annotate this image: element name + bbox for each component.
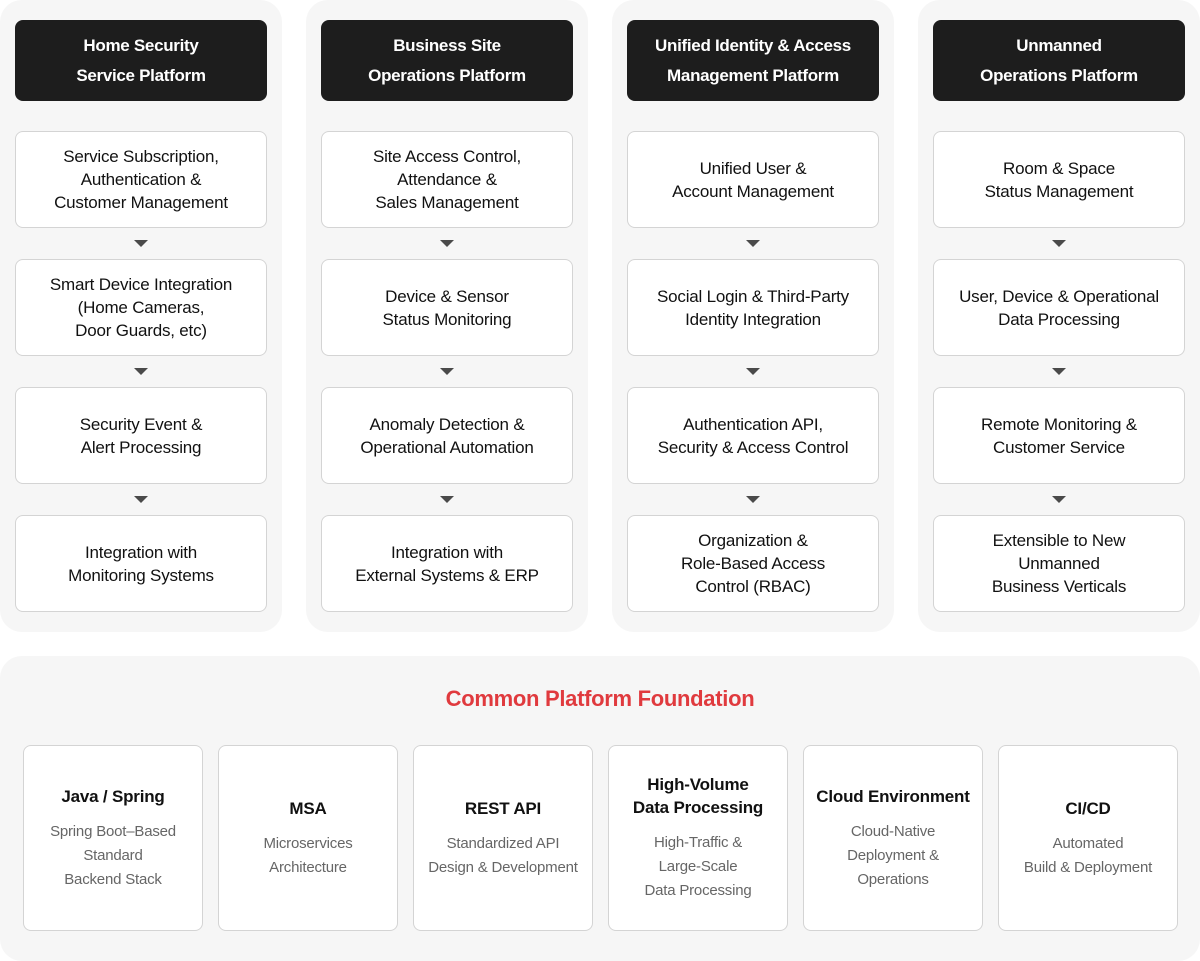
arrow-down-icon bbox=[134, 368, 148, 375]
platform-title: Home Security Service Platform bbox=[76, 35, 206, 85]
card-title: High-Volume Data Processing bbox=[632, 775, 764, 817]
step-label: Authentication API, Security & Access Control bbox=[657, 414, 849, 457]
step-label: User, Device & Operational Data Processing bbox=[959, 286, 1159, 329]
arrow-down-icon bbox=[440, 240, 454, 247]
platform-step bbox=[15, 131, 267, 228]
platform-step bbox=[321, 515, 573, 612]
step-label: Extensible to New Unmanned Business Verticals bbox=[991, 531, 1127, 596]
step-label: Device & Sensor Status Monitoring bbox=[382, 286, 512, 329]
step-label: Organization & Role-Based Access Control (RBAC) bbox=[680, 531, 825, 596]
platform-header bbox=[321, 20, 573, 101]
platform-header bbox=[15, 20, 267, 101]
arrow-down-icon bbox=[1052, 496, 1066, 503]
card-desc: Cloud-Native Deployment & Operations bbox=[847, 822, 939, 888]
arrow-down-icon bbox=[440, 496, 454, 503]
platform-step bbox=[933, 131, 1185, 228]
step-label: Remote Monitoring & Customer Service bbox=[981, 414, 1137, 457]
step-label: Integration with Monitoring Systems bbox=[68, 542, 214, 585]
step-label: Unified User & Account Management bbox=[672, 158, 834, 201]
card-desc: Microservices Architecture bbox=[263, 834, 353, 876]
common-foundation-panel bbox=[0, 656, 1200, 961]
platform-step bbox=[933, 259, 1185, 356]
step-label: Integration with External Systems & ERP bbox=[355, 542, 539, 585]
platform-step bbox=[321, 131, 573, 228]
foundation-card-java-spring bbox=[23, 745, 203, 931]
platform-column-identity-access bbox=[612, 0, 894, 632]
arrow-down-icon bbox=[440, 368, 454, 375]
foundation-card-cloud bbox=[803, 745, 983, 931]
step-label: Service Subscription, Authentication & Customer Management bbox=[54, 147, 228, 212]
platform-step bbox=[627, 515, 879, 612]
card-title: Java / Spring bbox=[61, 786, 165, 806]
platform-step bbox=[933, 515, 1185, 612]
card-title: MSA bbox=[289, 798, 327, 818]
step-label: Security Event & Alert Processing bbox=[79, 414, 203, 457]
foundation-card-cicd bbox=[998, 745, 1178, 931]
step-label: Smart Device Integration (Home Cameras, Door Guards, etc) bbox=[49, 275, 233, 340]
card-desc: Automated Build & Deployment bbox=[1023, 834, 1153, 876]
arrow-down-icon bbox=[746, 240, 760, 247]
platform-title: Unified Identity & Access Management Platform bbox=[655, 35, 851, 85]
arrow-down-icon bbox=[134, 496, 148, 503]
foundation-title: Common Platform Foundation bbox=[445, 686, 755, 711]
foundation-card-msa bbox=[218, 745, 398, 931]
platform-column-business-site bbox=[306, 0, 588, 632]
step-label: Social Login & Third-Party Identity Integration bbox=[657, 286, 849, 329]
platform-step bbox=[627, 259, 879, 356]
arrow-down-icon bbox=[1052, 368, 1066, 375]
platform-step bbox=[627, 131, 879, 228]
arrow-down-icon bbox=[134, 240, 148, 247]
platform-step bbox=[15, 387, 267, 484]
platform-step bbox=[321, 387, 573, 484]
step-label: Anomaly Detection & Operational Automation bbox=[360, 414, 534, 457]
platform-step bbox=[15, 515, 267, 612]
card-title: CI/CD bbox=[1065, 798, 1111, 818]
arrow-down-icon bbox=[1052, 240, 1066, 247]
platform-title: Unmanned Operations Platform bbox=[980, 35, 1138, 85]
platform-header bbox=[933, 20, 1185, 101]
card-title: Cloud Environment bbox=[816, 786, 970, 806]
platform-column-home-security bbox=[0, 0, 282, 632]
platform-column-unmanned-operations bbox=[918, 0, 1200, 632]
step-label: Site Access Control, Attendance & Sales Management bbox=[372, 147, 522, 212]
platform-header bbox=[627, 20, 879, 101]
card-desc: High-Traffic & Large-Scale Data Processing bbox=[644, 834, 752, 899]
card-desc: Standardized API Design & Development bbox=[428, 834, 578, 876]
card-title: REST API bbox=[464, 798, 542, 818]
arrow-down-icon bbox=[746, 368, 760, 375]
platform-title: Business Site Operations Platform bbox=[368, 35, 526, 85]
card-desc: Spring Boot–Based Standard Backend Stack bbox=[50, 822, 176, 888]
step-label: Room & Space Status Management bbox=[984, 158, 1134, 201]
platform-step bbox=[933, 387, 1185, 484]
platform-step bbox=[627, 387, 879, 484]
platform-step bbox=[15, 259, 267, 356]
platform-step bbox=[321, 259, 573, 356]
foundation-card-data-processing bbox=[608, 745, 788, 931]
foundation-card-rest-api bbox=[413, 745, 593, 931]
arrow-down-icon bbox=[746, 496, 760, 503]
